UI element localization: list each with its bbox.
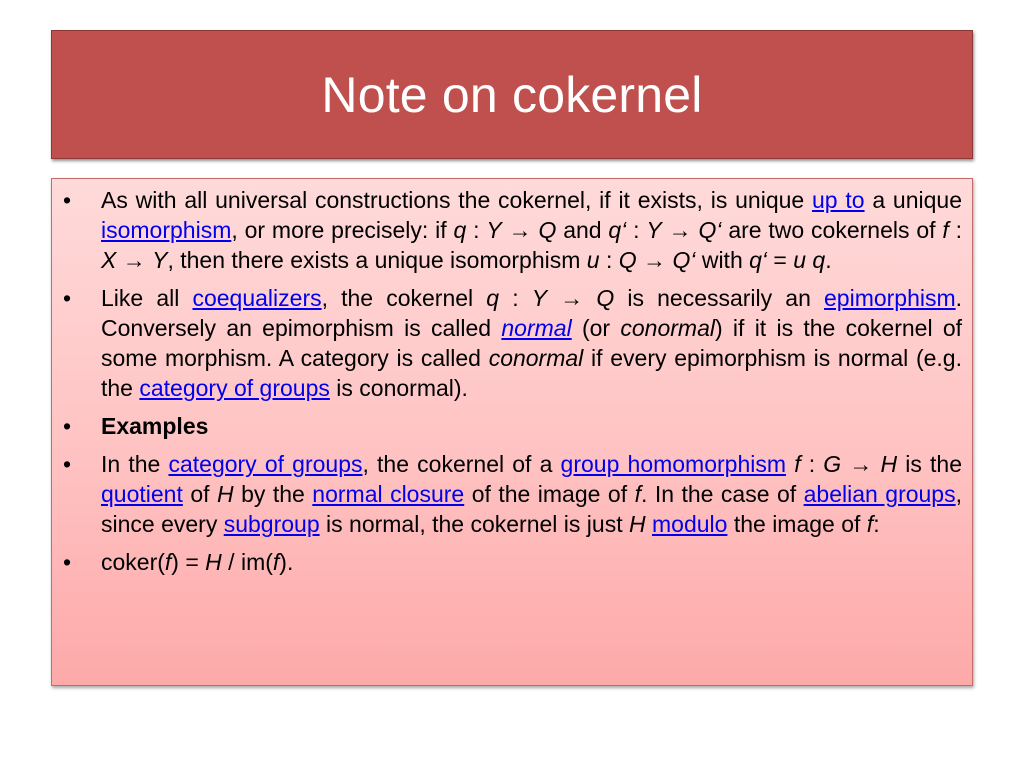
text: = bbox=[767, 247, 794, 273]
text: , the cokernel bbox=[321, 285, 487, 311]
text: As with all universal constructions the cokernel, if it exists, is unique bbox=[101, 187, 812, 213]
bullet-item-examples bbox=[52, 411, 962, 441]
bullet-marker: • bbox=[63, 187, 72, 213]
text: . Conversely an epimorphism is called bbox=[101, 285, 963, 341]
text: of the image of bbox=[464, 481, 635, 507]
bullet-marker: • bbox=[63, 413, 72, 439]
math-var: H bbox=[880, 451, 898, 477]
math-var: Y bbox=[646, 217, 662, 243]
text: is necessarily an bbox=[614, 285, 824, 311]
text: : bbox=[873, 511, 880, 537]
text: is normal, the cokernel is just bbox=[319, 511, 629, 537]
math-var: Y bbox=[486, 217, 502, 243]
text: , the cokernel of a bbox=[362, 451, 561, 477]
bullet-item-epimorphism bbox=[52, 283, 962, 403]
text: is conormal). bbox=[329, 375, 468, 401]
math-var: f bbox=[164, 549, 172, 575]
examples-heading: Examples bbox=[101, 413, 209, 439]
text: the image of bbox=[727, 511, 867, 537]
math-var: f bbox=[634, 481, 641, 507]
bullet-item-coker-formula bbox=[52, 547, 962, 577]
text: : bbox=[626, 217, 647, 243]
text bbox=[786, 451, 794, 477]
title-banner bbox=[51, 30, 973, 159]
link-abelian-groups[interactable]: abelian groups bbox=[803, 481, 956, 507]
bullet-item-groups-example bbox=[52, 449, 962, 539]
math-var: H bbox=[205, 549, 222, 575]
text: ). bbox=[279, 549, 294, 575]
content-panel bbox=[51, 178, 973, 686]
text: : bbox=[599, 247, 619, 273]
text: . bbox=[825, 247, 832, 273]
math-var: conormal bbox=[488, 345, 584, 371]
math-var: G bbox=[823, 451, 842, 477]
text: → bbox=[636, 247, 673, 273]
text: , then there exists a unique isomorphism bbox=[167, 247, 587, 273]
math-var: f bbox=[272, 549, 280, 575]
text: if every epimorphism is normal (e.g. the bbox=[101, 345, 962, 401]
math-var: Q‘ bbox=[698, 217, 722, 243]
math-var: q bbox=[453, 217, 467, 243]
text: In the bbox=[101, 451, 169, 477]
math-var: Q bbox=[538, 217, 557, 243]
link-up-to[interactable]: up to bbox=[811, 187, 865, 213]
text: a unique bbox=[864, 187, 962, 213]
math-var: f bbox=[866, 511, 874, 537]
text: are two cokernels of bbox=[721, 217, 943, 243]
text: : bbox=[800, 451, 824, 477]
text: and bbox=[556, 217, 609, 243]
bullet-marker: • bbox=[63, 451, 72, 477]
link-normal[interactable]: normal bbox=[501, 315, 572, 341]
text: → bbox=[661, 217, 699, 243]
slide-title: Note on cokernel bbox=[321, 66, 703, 123]
math-var: Q bbox=[618, 247, 637, 273]
link-category-of-groups[interactable]: category of groups bbox=[168, 451, 363, 477]
bullet-item-uniqueness bbox=[52, 185, 962, 275]
text: with bbox=[695, 247, 750, 273]
link-modulo[interactable]: modulo bbox=[652, 511, 728, 537]
text: : bbox=[466, 217, 487, 243]
text: : bbox=[499, 285, 532, 311]
text: → bbox=[116, 247, 153, 273]
text: / im( bbox=[221, 549, 273, 575]
text: , or more precisely: if bbox=[231, 217, 454, 243]
math-var: q‘ bbox=[608, 217, 627, 243]
math-var: H bbox=[628, 511, 646, 537]
link-normal-closure[interactable]: normal closure bbox=[312, 481, 465, 507]
text: is the bbox=[897, 451, 962, 477]
text: ) if it is the cokernel of some morphism. A category is called bbox=[101, 315, 963, 371]
bullet-marker: • bbox=[63, 285, 72, 311]
math-var: X bbox=[101, 247, 117, 273]
link-coequalizers[interactable]: coequalizers bbox=[192, 285, 322, 311]
bullet-list bbox=[52, 185, 962, 577]
link-quotient[interactable]: quotient bbox=[101, 481, 183, 507]
text: . In the case of bbox=[640, 481, 804, 507]
text: by the bbox=[233, 481, 313, 507]
math-var: f bbox=[794, 451, 801, 477]
text: ) = bbox=[171, 549, 206, 575]
math-var: q bbox=[486, 285, 500, 311]
text: → bbox=[501, 217, 539, 243]
math-var: Q‘ bbox=[672, 247, 696, 273]
math-var: conormal bbox=[620, 315, 715, 341]
link-subgroup[interactable]: subgroup bbox=[223, 511, 320, 537]
link-category-of-groups[interactable]: category of groups bbox=[139, 375, 330, 401]
math-var: Q bbox=[596, 285, 615, 311]
link-group-homomorphism[interactable]: group homomorphism bbox=[560, 451, 787, 477]
text: Like all bbox=[101, 285, 193, 311]
math-var: Y bbox=[152, 247, 168, 273]
math-var: q‘ bbox=[749, 247, 768, 273]
bullet-marker: • bbox=[63, 549, 72, 575]
text: , since every bbox=[101, 481, 962, 537]
math-var: u bbox=[586, 247, 600, 273]
math-var: f bbox=[942, 217, 949, 243]
math-var: u q bbox=[793, 247, 826, 273]
link-isomorphism[interactable]: isomorphism bbox=[101, 217, 232, 243]
text: → bbox=[841, 451, 881, 477]
math-var: Y bbox=[531, 285, 548, 311]
math-var: H bbox=[216, 481, 234, 507]
text: → bbox=[547, 285, 597, 311]
link-epimorphism[interactable]: epimorphism bbox=[824, 285, 956, 311]
text: coker( bbox=[101, 549, 165, 575]
text: : bbox=[948, 217, 963, 243]
text: (or bbox=[571, 315, 621, 341]
text: of bbox=[182, 481, 217, 507]
